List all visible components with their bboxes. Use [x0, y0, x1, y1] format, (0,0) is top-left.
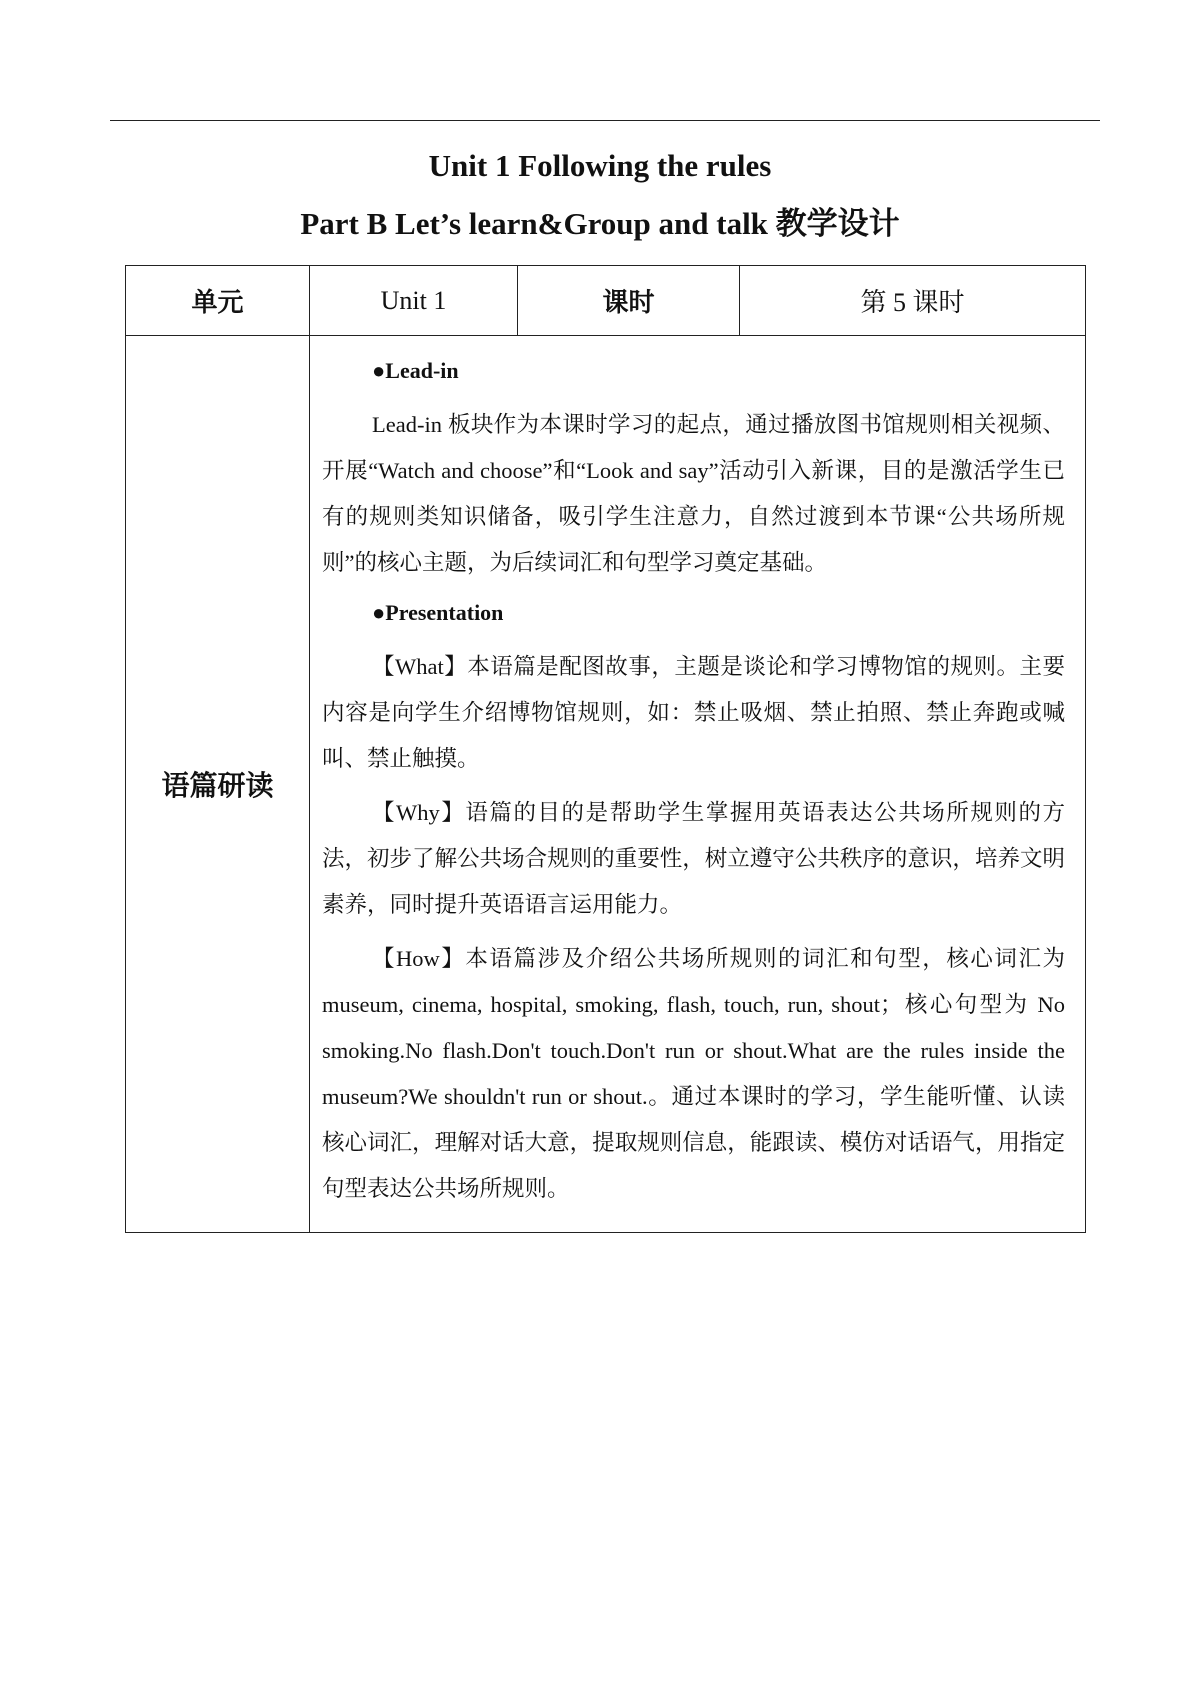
header-rule: [110, 120, 1100, 121]
leadin-paragraph: Lead-in 板块作为本课时学习的起点，通过播放图书馆规则相关视频、开展“Watch and choose”和“Look and say”活动引入新课，目的是激活学生已有的规则类知识储备，吸引学生注意力，自然过渡到本节课“公共场所规则”的核心主题，为后续词汇和句型学习奠定基础。: [322, 412, 1065, 575]
what-paragraph: 【What】本语篇是配图故事，主题是谈论和学习博物馆的规则。主要内容是向学生介绍博物馆规则，如：禁止吸烟、禁止拍照、禁止奔跑或喊叫、禁止触摸。: [322, 654, 1065, 771]
period-label-cell: 课时: [518, 266, 740, 336]
unit-label-cell: 单元: [126, 266, 310, 336]
lesson-design-table: [125, 265, 1086, 1233]
presentation-heading: ●Presentation: [372, 600, 504, 625]
how-paragraph: 【How】本语篇涉及介绍公共场所规则的词汇和句型，核心词汇为 museum, cinema, hospital, smoking, flash, touch, run, shout；核心句型为 No smoking.No flash.Don't touch.Don't run or shout.What are the rules inside the museum?We shouldn't run or shout.。通过本课时的学习，学生能听懂、认读核心词汇，理解对话大意，提取规则信息，能跟读、模仿对话语气，用指定句型表达公共场所规则。: [322, 946, 1065, 1201]
text-analysis-content: [310, 336, 1086, 1233]
text-analysis-row: [126, 336, 1086, 1233]
leadin-heading: ●Lead-in: [372, 358, 459, 383]
why-paragraph: 【Why】语篇的目的是帮助学生掌握用英语表达公共场所规则的方法，初步了解公共场合规则的重要性，树立遵守公共秩序的意识，培养文明素养，同时提升英语语言运用能力。: [322, 800, 1065, 917]
unit-value-cell: Unit 1: [310, 266, 518, 336]
table-header-row: [126, 266, 1086, 336]
text-analysis-label: 语篇研读: [126, 336, 310, 1233]
period-value-cell: 第 5 课时: [740, 266, 1086, 336]
document-title: Unit 1 Following the rules: [428, 148, 772, 183]
document-subtitle: Part B Let’s learn&Group and talk 教学设计: [300, 206, 900, 241]
